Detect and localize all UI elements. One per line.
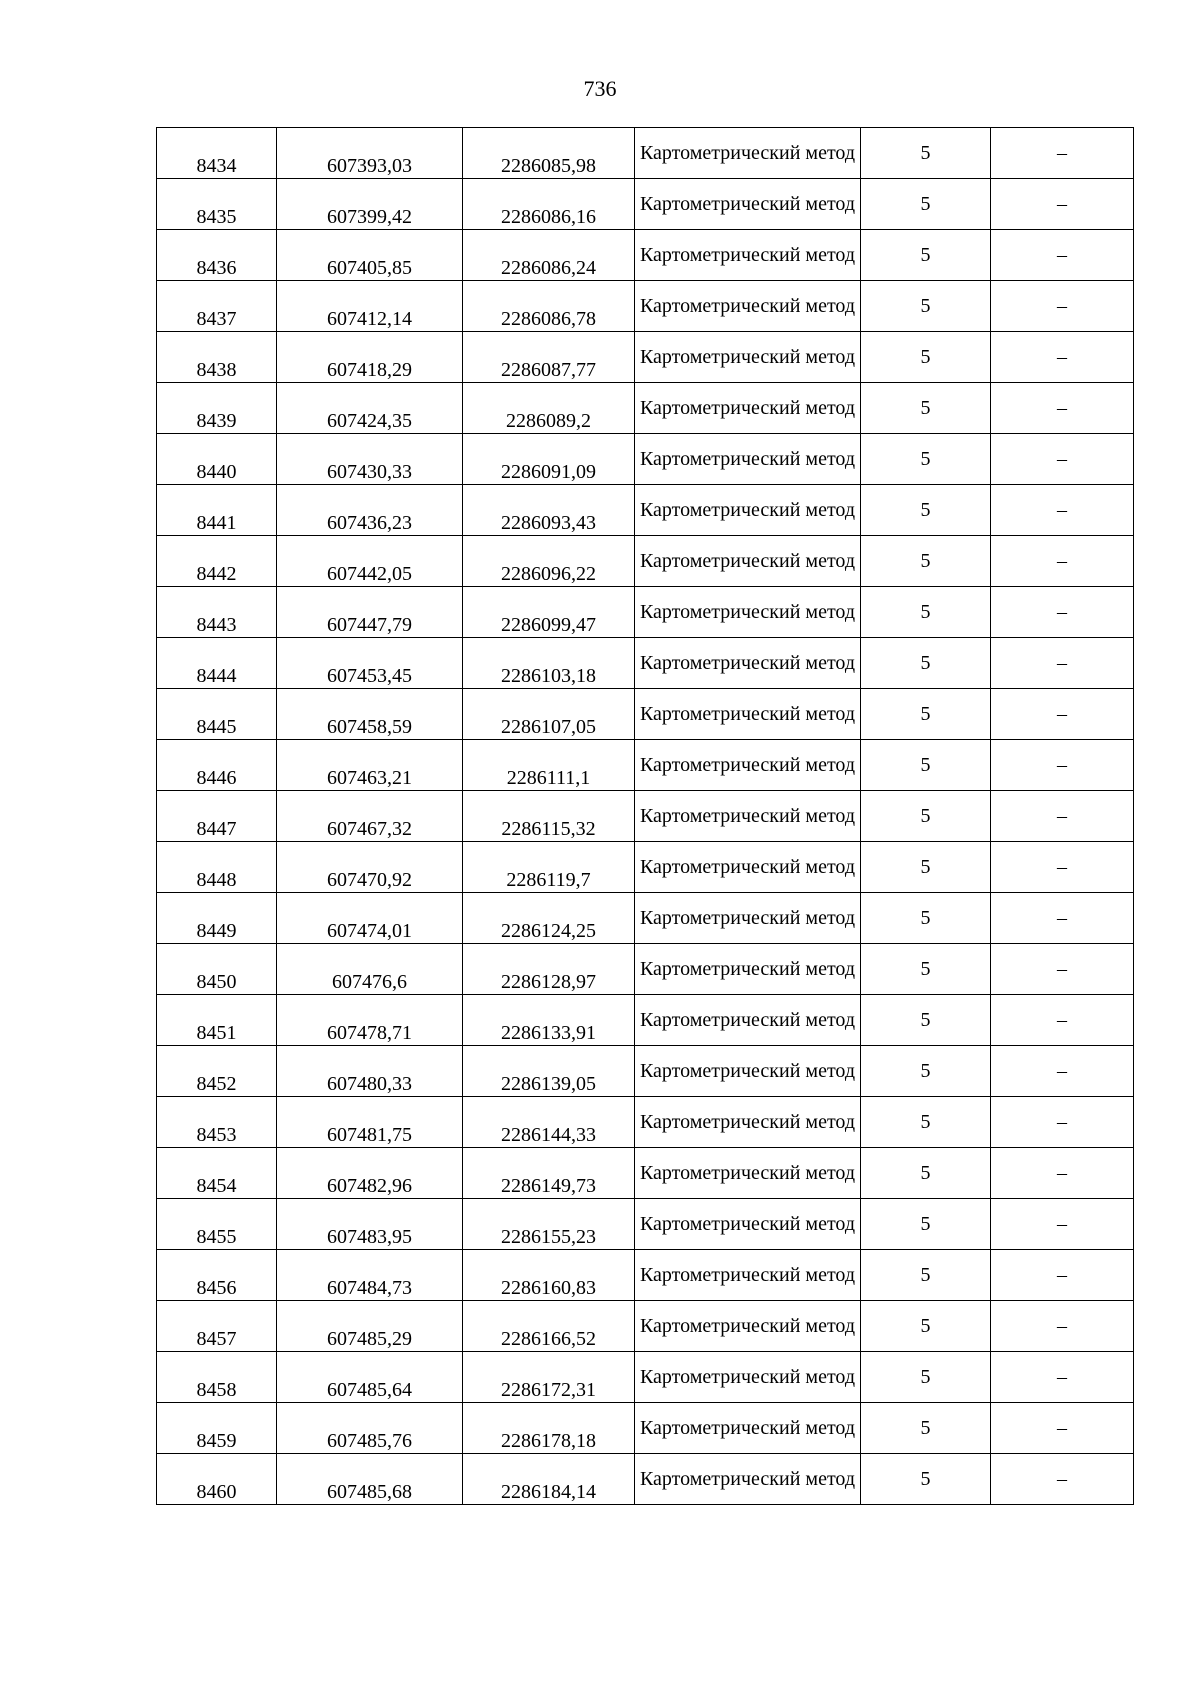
point-number-cell: 8458 (157, 1352, 277, 1403)
x-coordinate-cell: 607424,35 (277, 383, 463, 434)
y-coordinate-cell: 2286103,18 (463, 638, 635, 689)
x-coordinate-cell: 607485,68 (277, 1454, 463, 1505)
table-row (157, 179, 1134, 230)
y-coordinate-cell: 2286144,33 (463, 1097, 635, 1148)
table-row (157, 791, 1134, 842)
method-cell: Картометрический метод (635, 332, 861, 383)
note-cell: – (991, 1199, 1134, 1250)
point-number-cell: 8447 (157, 791, 277, 842)
note-cell: – (991, 893, 1134, 944)
table-row (157, 740, 1134, 791)
y-coordinate-cell: 2286093,43 (463, 485, 635, 536)
y-coordinate-cell: 2286087,77 (463, 332, 635, 383)
y-coordinate-cell: 2286086,78 (463, 281, 635, 332)
accuracy-cell: 5 (861, 1454, 991, 1505)
point-number-cell: 8443 (157, 587, 277, 638)
table-row (157, 995, 1134, 1046)
accuracy-cell: 5 (861, 1403, 991, 1454)
table-row (157, 536, 1134, 587)
method-cell: Картометрический метод (635, 128, 861, 179)
note-cell: – (991, 587, 1134, 638)
x-coordinate-cell: 607458,59 (277, 689, 463, 740)
y-coordinate-cell: 2286115,32 (463, 791, 635, 842)
x-coordinate-cell: 607470,92 (277, 842, 463, 893)
y-coordinate-cell: 2286139,05 (463, 1046, 635, 1097)
y-coordinate-cell: 2286089,2 (463, 383, 635, 434)
note-cell: – (991, 1403, 1134, 1454)
y-coordinate-cell: 2286111,1 (463, 740, 635, 791)
x-coordinate-cell: 607476,6 (277, 944, 463, 995)
accuracy-cell: 5 (861, 587, 991, 638)
x-coordinate-cell: 607483,95 (277, 1199, 463, 1250)
note-cell: – (991, 1301, 1134, 1352)
accuracy-cell: 5 (861, 485, 991, 536)
method-cell: Картометрический метод (635, 179, 861, 230)
method-cell: Картометрический метод (635, 740, 861, 791)
method-cell: Картометрический метод (635, 1301, 861, 1352)
table-row (157, 332, 1134, 383)
table-row (157, 689, 1134, 740)
accuracy-cell: 5 (861, 1301, 991, 1352)
table-row (157, 893, 1134, 944)
accuracy-cell: 5 (861, 230, 991, 281)
accuracy-cell: 5 (861, 281, 991, 332)
x-coordinate-cell: 607463,21 (277, 740, 463, 791)
table-row (157, 1250, 1134, 1301)
method-cell: Картометрический метод (635, 995, 861, 1046)
table-row (157, 1403, 1134, 1454)
accuracy-cell: 5 (861, 740, 991, 791)
accuracy-cell: 5 (861, 995, 991, 1046)
table-row (157, 281, 1134, 332)
x-coordinate-cell: 607399,42 (277, 179, 463, 230)
accuracy-cell: 5 (861, 638, 991, 689)
table-row (157, 128, 1134, 179)
point-number-cell: 8451 (157, 995, 277, 1046)
point-number-cell: 8449 (157, 893, 277, 944)
table-row (157, 485, 1134, 536)
x-coordinate-cell: 607485,76 (277, 1403, 463, 1454)
table-row (157, 1148, 1134, 1199)
y-coordinate-cell: 2286091,09 (463, 434, 635, 485)
y-coordinate-cell: 2286099,47 (463, 587, 635, 638)
accuracy-cell: 5 (861, 1097, 991, 1148)
page-number: 736 (583, 76, 617, 101)
method-cell: Картометрический метод (635, 689, 861, 740)
point-number-cell: 8448 (157, 842, 277, 893)
y-coordinate-cell: 2286166,52 (463, 1301, 635, 1352)
table-body (157, 128, 1134, 1505)
point-number-cell: 8446 (157, 740, 277, 791)
method-cell: Картометрический метод (635, 944, 861, 995)
method-cell: Картометрический метод (635, 281, 861, 332)
accuracy-cell: 5 (861, 842, 991, 893)
point-number-cell: 8454 (157, 1148, 277, 1199)
x-coordinate-cell: 607418,29 (277, 332, 463, 383)
accuracy-cell: 5 (861, 1250, 991, 1301)
x-coordinate-cell: 607442,05 (277, 536, 463, 587)
note-cell: – (991, 944, 1134, 995)
x-coordinate-cell: 607430,33 (277, 434, 463, 485)
accuracy-cell: 5 (861, 689, 991, 740)
method-cell: Картометрический метод (635, 791, 861, 842)
note-cell: – (991, 740, 1134, 791)
y-coordinate-cell: 2286086,16 (463, 179, 635, 230)
note-cell: – (991, 638, 1134, 689)
point-number-cell: 8435 (157, 179, 277, 230)
x-coordinate-cell: 607453,45 (277, 638, 463, 689)
note-cell: – (991, 1250, 1134, 1301)
point-number-cell: 8442 (157, 536, 277, 587)
note-cell: – (991, 689, 1134, 740)
accuracy-cell: 5 (861, 434, 991, 485)
y-coordinate-cell: 2286184,14 (463, 1454, 635, 1505)
point-number-cell: 8445 (157, 689, 277, 740)
point-number-cell: 8440 (157, 434, 277, 485)
accuracy-cell: 5 (861, 1352, 991, 1403)
y-coordinate-cell: 2286124,25 (463, 893, 635, 944)
point-number-cell: 8436 (157, 230, 277, 281)
method-cell: Картометрический метод (635, 1199, 861, 1250)
note-cell: – (991, 434, 1134, 485)
y-coordinate-cell: 2286172,31 (463, 1352, 635, 1403)
method-cell: Картометрический метод (635, 1046, 861, 1097)
method-cell: Картометрический метод (635, 587, 861, 638)
method-cell: Картометрический метод (635, 1403, 861, 1454)
point-number-cell: 8450 (157, 944, 277, 995)
x-coordinate-cell: 607485,29 (277, 1301, 463, 1352)
note-cell: – (991, 1352, 1134, 1403)
y-coordinate-cell: 2286133,91 (463, 995, 635, 1046)
table-row (157, 1352, 1134, 1403)
y-coordinate-cell: 2286178,18 (463, 1403, 635, 1454)
method-cell: Картометрический метод (635, 230, 861, 281)
accuracy-cell: 5 (861, 1046, 991, 1097)
accuracy-cell: 5 (861, 893, 991, 944)
x-coordinate-cell: 607412,14 (277, 281, 463, 332)
x-coordinate-cell: 607478,71 (277, 995, 463, 1046)
accuracy-cell: 5 (861, 1199, 991, 1250)
point-number-cell: 8452 (157, 1046, 277, 1097)
method-cell: Картометрический метод (635, 1148, 861, 1199)
point-number-cell: 8455 (157, 1199, 277, 1250)
accuracy-cell: 5 (861, 179, 991, 230)
table-row (157, 587, 1134, 638)
note-cell: – (991, 1454, 1134, 1505)
note-cell: – (991, 791, 1134, 842)
y-coordinate-cell: 2286096,22 (463, 536, 635, 587)
note-cell: – (991, 485, 1134, 536)
y-coordinate-cell: 2286107,05 (463, 689, 635, 740)
point-number-cell: 8453 (157, 1097, 277, 1148)
coordinates-table (156, 127, 1134, 1505)
table-row (157, 383, 1134, 434)
note-cell: – (991, 383, 1134, 434)
x-coordinate-cell: 607484,73 (277, 1250, 463, 1301)
table-row (157, 1199, 1134, 1250)
accuracy-cell: 5 (861, 944, 991, 995)
method-cell: Картометрический метод (635, 1454, 861, 1505)
method-cell: Картометрический метод (635, 638, 861, 689)
method-cell: Картометрический метод (635, 383, 861, 434)
note-cell: – (991, 281, 1134, 332)
table-row (157, 1046, 1134, 1097)
method-cell: Картометрический метод (635, 1352, 861, 1403)
method-cell: Картометрический метод (635, 893, 861, 944)
method-cell: Картометрический метод (635, 842, 861, 893)
x-coordinate-cell: 607481,75 (277, 1097, 463, 1148)
accuracy-cell: 5 (861, 383, 991, 434)
point-number-cell: 8460 (157, 1454, 277, 1505)
accuracy-cell: 5 (861, 1148, 991, 1199)
x-coordinate-cell: 607482,96 (277, 1148, 463, 1199)
point-number-cell: 8459 (157, 1403, 277, 1454)
x-coordinate-cell: 607405,85 (277, 230, 463, 281)
note-cell: – (991, 995, 1134, 1046)
note-cell: – (991, 128, 1134, 179)
y-coordinate-cell: 2286155,23 (463, 1199, 635, 1250)
x-coordinate-cell: 607436,23 (277, 485, 463, 536)
method-cell: Картометрический метод (635, 485, 861, 536)
accuracy-cell: 5 (861, 332, 991, 383)
table-row (157, 1454, 1134, 1505)
y-coordinate-cell: 2286149,73 (463, 1148, 635, 1199)
x-coordinate-cell: 607393,03 (277, 128, 463, 179)
x-coordinate-cell: 607467,32 (277, 791, 463, 842)
point-number-cell: 8438 (157, 332, 277, 383)
note-cell: – (991, 1097, 1134, 1148)
point-number-cell: 8444 (157, 638, 277, 689)
method-cell: Картометрический метод (635, 434, 861, 485)
note-cell: – (991, 536, 1134, 587)
accuracy-cell: 5 (861, 791, 991, 842)
method-cell: Картометрический метод (635, 536, 861, 587)
point-number-cell: 8439 (157, 383, 277, 434)
note-cell: – (991, 179, 1134, 230)
x-coordinate-cell: 607447,79 (277, 587, 463, 638)
table-row (157, 1097, 1134, 1148)
point-number-cell: 8456 (157, 1250, 277, 1301)
note-cell: – (991, 842, 1134, 893)
y-coordinate-cell: 2286128,97 (463, 944, 635, 995)
note-cell: – (991, 230, 1134, 281)
y-coordinate-cell: 2286085,98 (463, 128, 635, 179)
note-cell: – (991, 1148, 1134, 1199)
y-coordinate-cell: 2286160,83 (463, 1250, 635, 1301)
point-number-cell: 8457 (157, 1301, 277, 1352)
table-row (157, 638, 1134, 689)
accuracy-cell: 5 (861, 536, 991, 587)
method-cell: Картометрический метод (635, 1097, 861, 1148)
x-coordinate-cell: 607480,33 (277, 1046, 463, 1097)
table-row (157, 230, 1134, 281)
point-number-cell: 8434 (157, 128, 277, 179)
x-coordinate-cell: 607485,64 (277, 1352, 463, 1403)
point-number-cell: 8441 (157, 485, 277, 536)
table-row (157, 434, 1134, 485)
x-coordinate-cell: 607474,01 (277, 893, 463, 944)
accuracy-cell: 5 (861, 128, 991, 179)
y-coordinate-cell: 2286086,24 (463, 230, 635, 281)
method-cell: Картометрический метод (635, 1250, 861, 1301)
y-coordinate-cell: 2286119,7 (463, 842, 635, 893)
table-row (157, 944, 1134, 995)
note-cell: – (991, 332, 1134, 383)
table-row (157, 1301, 1134, 1352)
table-row (157, 842, 1134, 893)
note-cell: – (991, 1046, 1134, 1097)
point-number-cell: 8437 (157, 281, 277, 332)
